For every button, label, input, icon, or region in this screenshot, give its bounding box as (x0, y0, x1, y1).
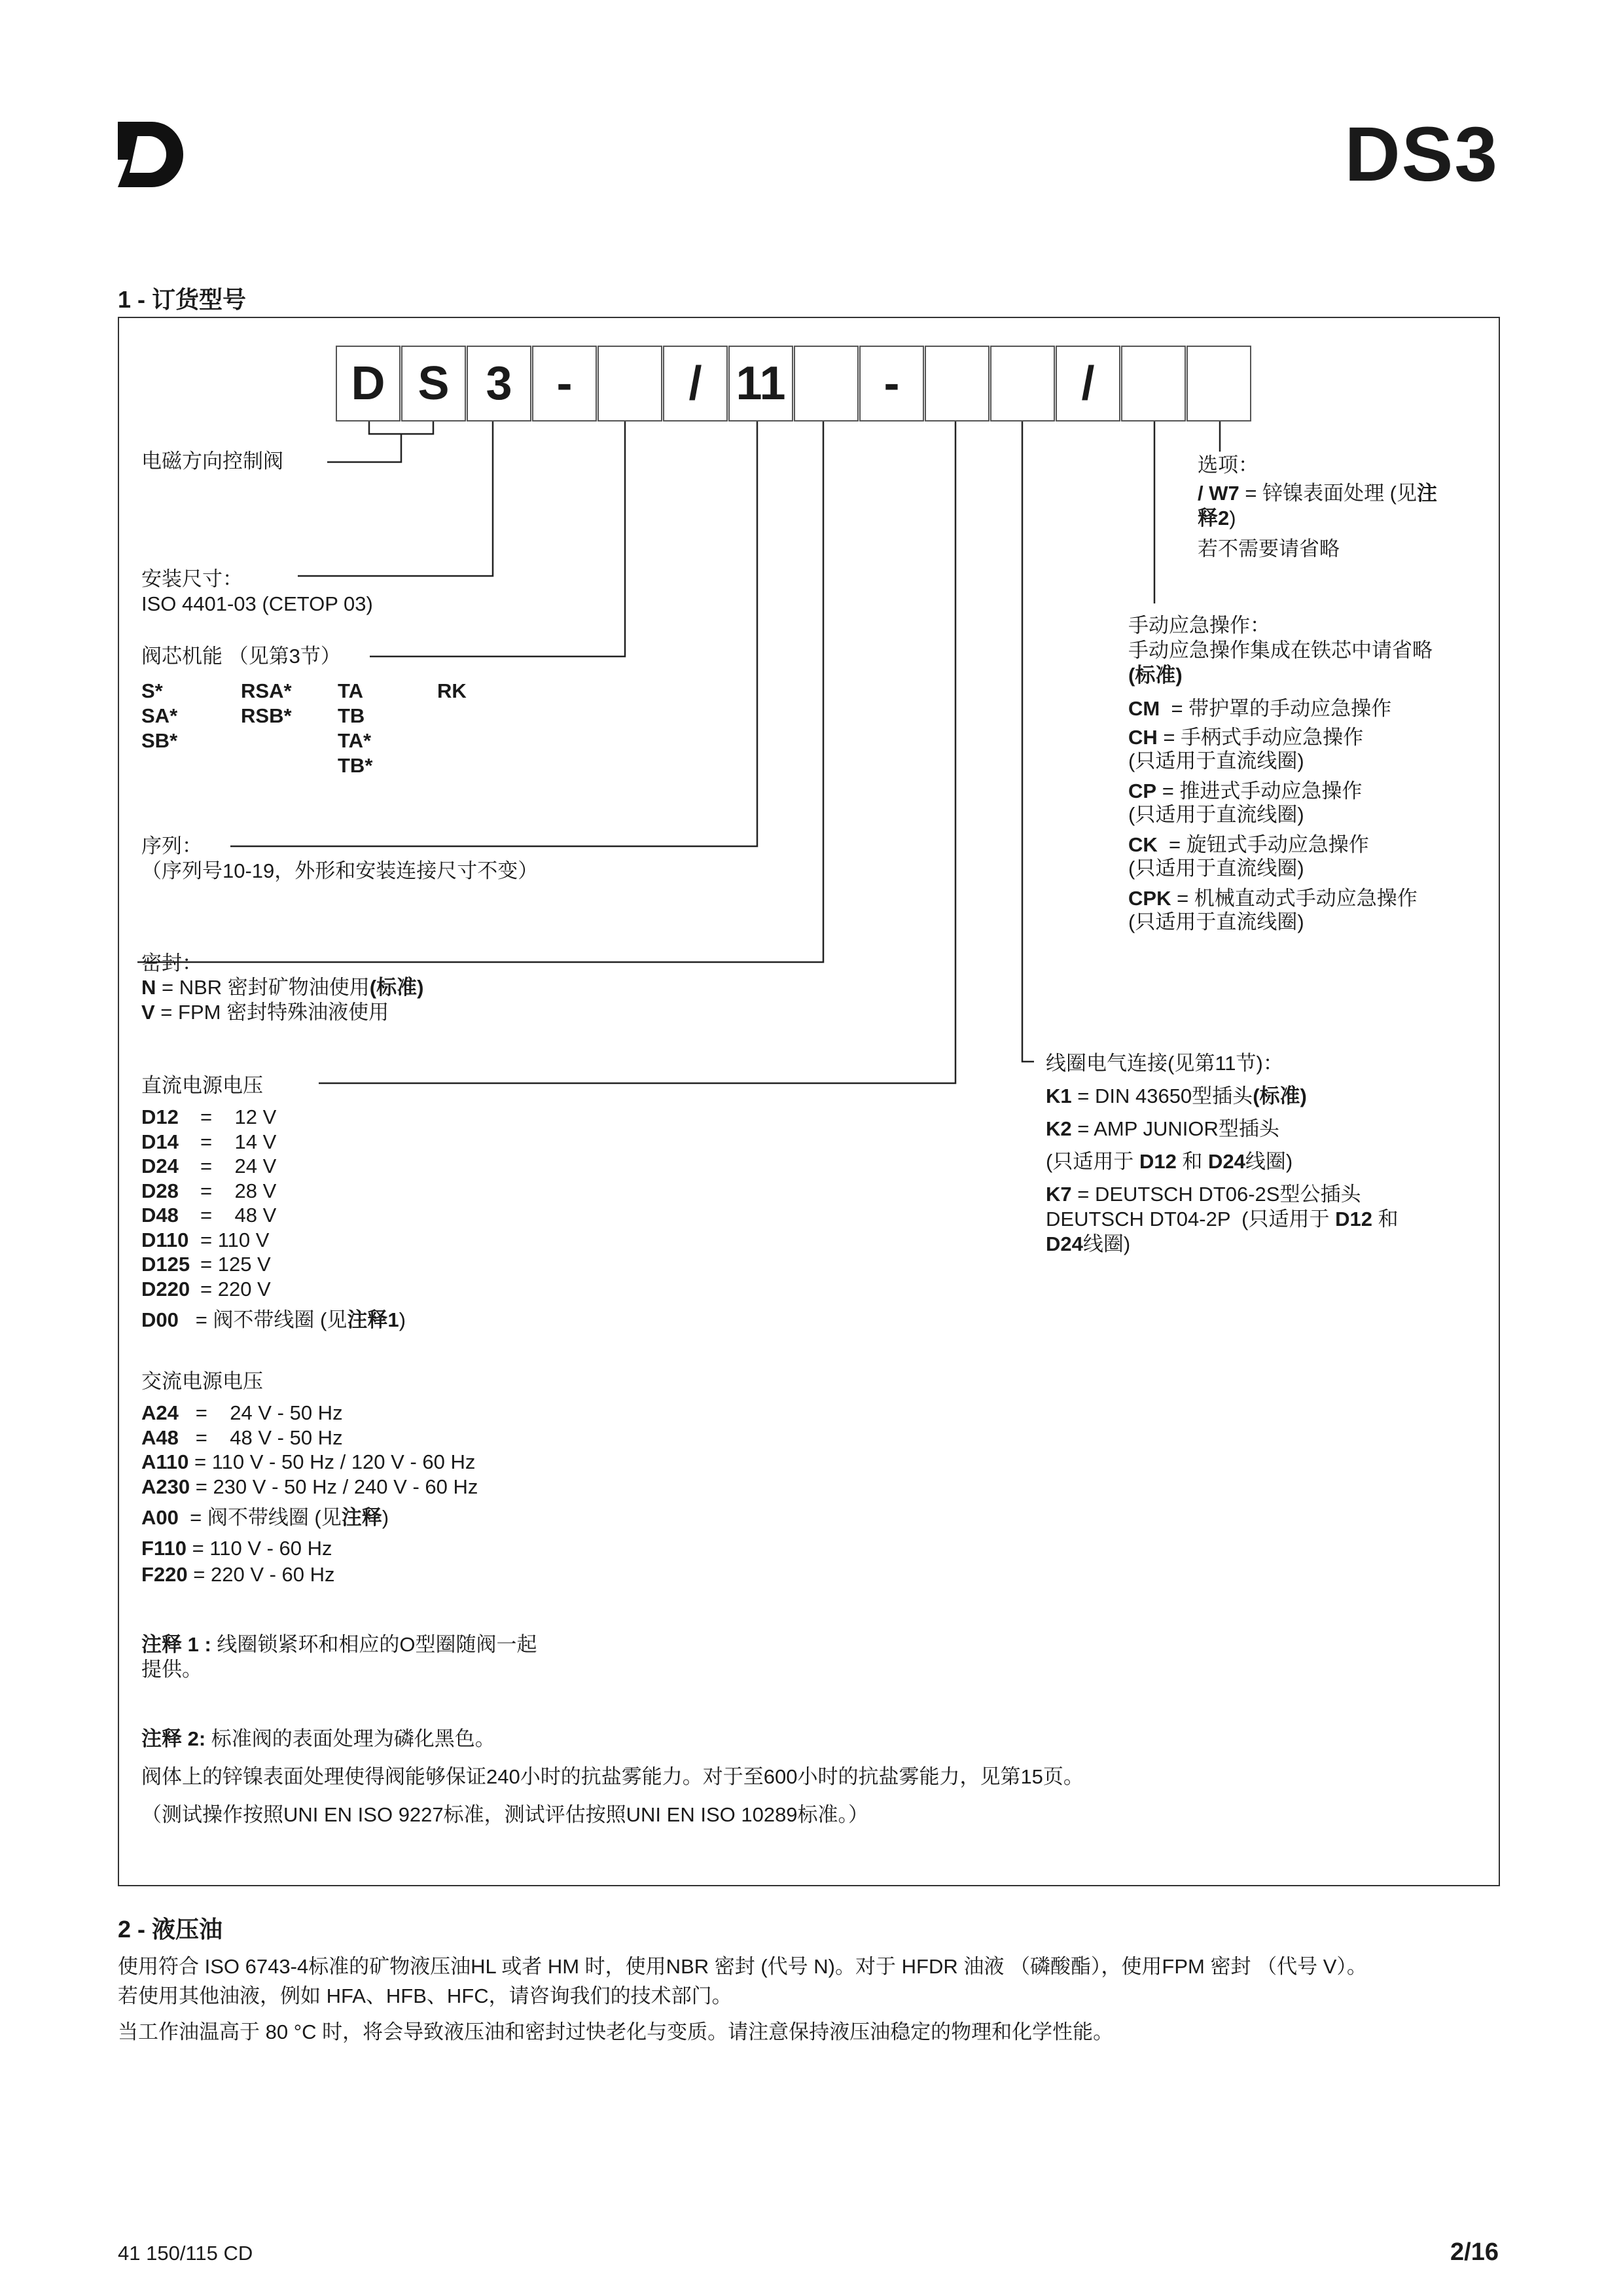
dc-item (141, 1130, 276, 1155)
options-label: 选项： (1198, 454, 1258, 476)
ac-voltage-list (141, 1401, 478, 1499)
option-desc: = 230 V - 50 Hz / 240 V - 60 Hz (190, 1475, 478, 1498)
option-desc: = 48 V - 50 Hz (178, 1426, 343, 1449)
option-desc: = 12 V (200, 1105, 277, 1128)
spool-col-1: S* SA* SB* (141, 679, 178, 752)
manual-label: 手动应急操作： (1128, 614, 1270, 637)
section1-title: 1 - 订货型号 (118, 286, 247, 313)
option-desc: = 推进式手动应急操作 (1156, 780, 1363, 802)
option-sub: (只适用于直流线圈) (1128, 803, 1304, 826)
option-sub: (只适用于直流线圈) (1128, 749, 1304, 772)
option-w7: / W7 = 锌镍表面处理 (见注 (1198, 482, 1437, 505)
option-desc: = 24 V - 50 Hz (178, 1401, 343, 1424)
code-cell-6: / (663, 346, 728, 422)
option-code: D14 (141, 1130, 179, 1153)
option-code: D110 (141, 1228, 189, 1251)
valve-label: 电磁方向控制阀 (141, 450, 283, 473)
spool-label: 阀芯机能 （见第3节） (141, 645, 341, 668)
option-w7-cont: 释2) (1198, 507, 1236, 529)
option-desc: = 48 V (200, 1204, 277, 1227)
series-label: 序列： (141, 834, 202, 857)
dc-item (141, 1228, 276, 1253)
code-cell-1: D (336, 346, 401, 422)
option-code: D28 (141, 1179, 179, 1202)
seal-v: V = FPM 密封特殊油液使用 (141, 1001, 389, 1024)
model-title: DS3 (1344, 111, 1499, 198)
dc-item (141, 1277, 276, 1302)
mounting-value: ISO 4401-03 (CETOP 03) (141, 592, 373, 615)
note2-line3: （测试操作按照UNI EN ISO 9227标准，测试评估按照UNI EN ISO 10289标准。） (141, 1803, 869, 1826)
spool-col-3: TA TB TA* TB* (338, 679, 373, 777)
option-desc: = 110 V - 50 Hz / 120 V - 60 Hz (188, 1450, 476, 1473)
option-code: D24 (141, 1155, 179, 1177)
ac-item (141, 1475, 478, 1499)
option-desc: = 14 V (200, 1130, 277, 1153)
option-desc: = 旋钮式手动应急操作 (1157, 833, 1369, 856)
code-cell-12: / (1056, 346, 1120, 422)
option-code: CK (1128, 833, 1158, 856)
option-code: D12 (141, 1105, 179, 1128)
note2-line1: 注释 2: 标准阀的表面处理为磷化黑色。 (141, 1727, 495, 1750)
coil-k7: K7 = DEUTSCH DT06-2S型公插头 (1046, 1183, 1361, 1206)
option-sub: (只适用于直流线圈) (1128, 910, 1304, 933)
dc-d00: D00 = 阀不带线圈 (见注释1) (141, 1308, 406, 1331)
option-desc: = 125 V (200, 1253, 271, 1276)
ac-item (141, 1401, 478, 1426)
option-code: CPK (1128, 887, 1171, 910)
seal-n: N = NBR 密封矿物油使用(标准) (141, 976, 424, 999)
doc-code: 41 150/115 CD (118, 2242, 253, 2265)
dc-item (141, 1105, 276, 1130)
note1-line1: 注释 1 : 线圈锁紧环和相应的O型圈随阀一起 (141, 1633, 537, 1656)
dc-item (141, 1252, 276, 1277)
seals-label: 密封： (141, 952, 202, 975)
option-code: A110 (141, 1450, 189, 1473)
f-item (141, 1562, 335, 1588)
option-desc: = 110 V - 60 Hz (186, 1537, 332, 1560)
option-sub: (只适用于直流线圈) (1128, 857, 1304, 880)
spool-col-2: RSA* RSB* (241, 679, 292, 727)
option-desc: = 机械直动式手动应急操作 (1171, 887, 1418, 910)
dc-label: 直流电源电压 (141, 1074, 263, 1097)
page-number: 2/16 (1450, 2238, 1499, 2266)
manual-item (1128, 696, 1418, 725)
ac-label: 交流电源电压 (141, 1370, 263, 1393)
manual-omit-line2: (标准) (1128, 664, 1183, 687)
section2-p2: 若使用其他油液，例如 HFA、HFB、HFC，请咨询我们的技术部门。 (118, 1984, 732, 2007)
option-desc: = 110 V (200, 1228, 270, 1251)
ac-a00: A00 = 阀不带线圈 (见注释) (141, 1506, 389, 1529)
code-cell-7: 11 (728, 346, 793, 422)
code-cell-3: 3 (467, 346, 531, 422)
option-code: D220 (141, 1277, 190, 1300)
coil-k7-line2: DEUTSCH DT04-2P (只适用于 D12 和 (1046, 1208, 1399, 1230)
spool-col-4: RK (437, 679, 467, 702)
option-desc: = 带护罩的手动应急操作 (1160, 697, 1392, 720)
coil-k1: K1 = DIN 43650型插头(标准) (1046, 1085, 1307, 1107)
note2-line2: 阀体上的锌镍表面处理使得阀能够保证240小时的抗盐雾能力。对于至600小时的抗盐雾能力，见第15页。 (141, 1765, 1084, 1788)
section2-title: 2 - 液压油 (118, 1916, 223, 1943)
options-omit: 若不需要请省略 (1198, 537, 1340, 560)
ac-item (141, 1426, 478, 1450)
option-code: D125 (141, 1253, 190, 1276)
coil-label: 线圈电气连接(见第11节)： (1046, 1052, 1283, 1075)
coil-k2: K2 = AMP JUNIOR型插头 (1046, 1117, 1279, 1140)
manual-omit-line1: 手动应急操作集成在铁芯中请省略 (1128, 639, 1433, 662)
code-cell-2: S (401, 346, 466, 422)
note1-line2: 提供。 (141, 1658, 202, 1681)
option-desc: = 24 V (200, 1155, 277, 1177)
code-cell-9: - (859, 346, 924, 422)
coil-k2-sub: (只适用于 D12 和 D24线圈) (1046, 1150, 1293, 1173)
option-code: CM (1128, 697, 1160, 720)
series-note: （序列号10-19，外形和安装连接尺寸不变） (141, 859, 539, 882)
dc-voltage-list (141, 1105, 276, 1301)
dc-item (141, 1203, 276, 1228)
section2-p1: 使用符合 ISO 6743-4标准的矿物液压油HL 或者 HM 时，使用NBR 密封 (代号 N)。对于 HFDR 油液 （磷酸酯），使用FPM 密封 （代号 V）。 (118, 1955, 1367, 1978)
f-voltage-list (141, 1536, 335, 1588)
section2-p3: 当工作油温高于 80 °C 时，将会导致液压油和密封过快老化与变质。请注意保持液压油稳定的物理和化学性能。 (118, 2020, 1114, 2043)
ac-item (141, 1450, 478, 1475)
option-code: F220 (141, 1563, 188, 1586)
option-desc: = 手柄式手动应急操作 (1157, 726, 1364, 749)
option-code: A230 (141, 1475, 190, 1498)
coil-k7-line3: D24线圈) (1046, 1232, 1131, 1255)
option-code: D48 (141, 1204, 179, 1227)
dc-item (141, 1154, 276, 1179)
f-item (141, 1536, 335, 1562)
code-cell-4: - (532, 346, 597, 422)
option-code: CH (1128, 726, 1158, 749)
option-code: A24 (141, 1401, 179, 1424)
dc-item (141, 1179, 276, 1204)
mounting-label: 安装尺寸： (141, 567, 243, 590)
option-code: A48 (141, 1426, 179, 1449)
option-desc: = 220 V (200, 1277, 271, 1300)
manual-override-list (1128, 696, 1418, 940)
option-desc: = 28 V (200, 1179, 277, 1202)
option-code: CP (1128, 780, 1157, 802)
option-desc: = 220 V - 60 Hz (187, 1563, 335, 1586)
option-code: F110 (141, 1537, 187, 1560)
